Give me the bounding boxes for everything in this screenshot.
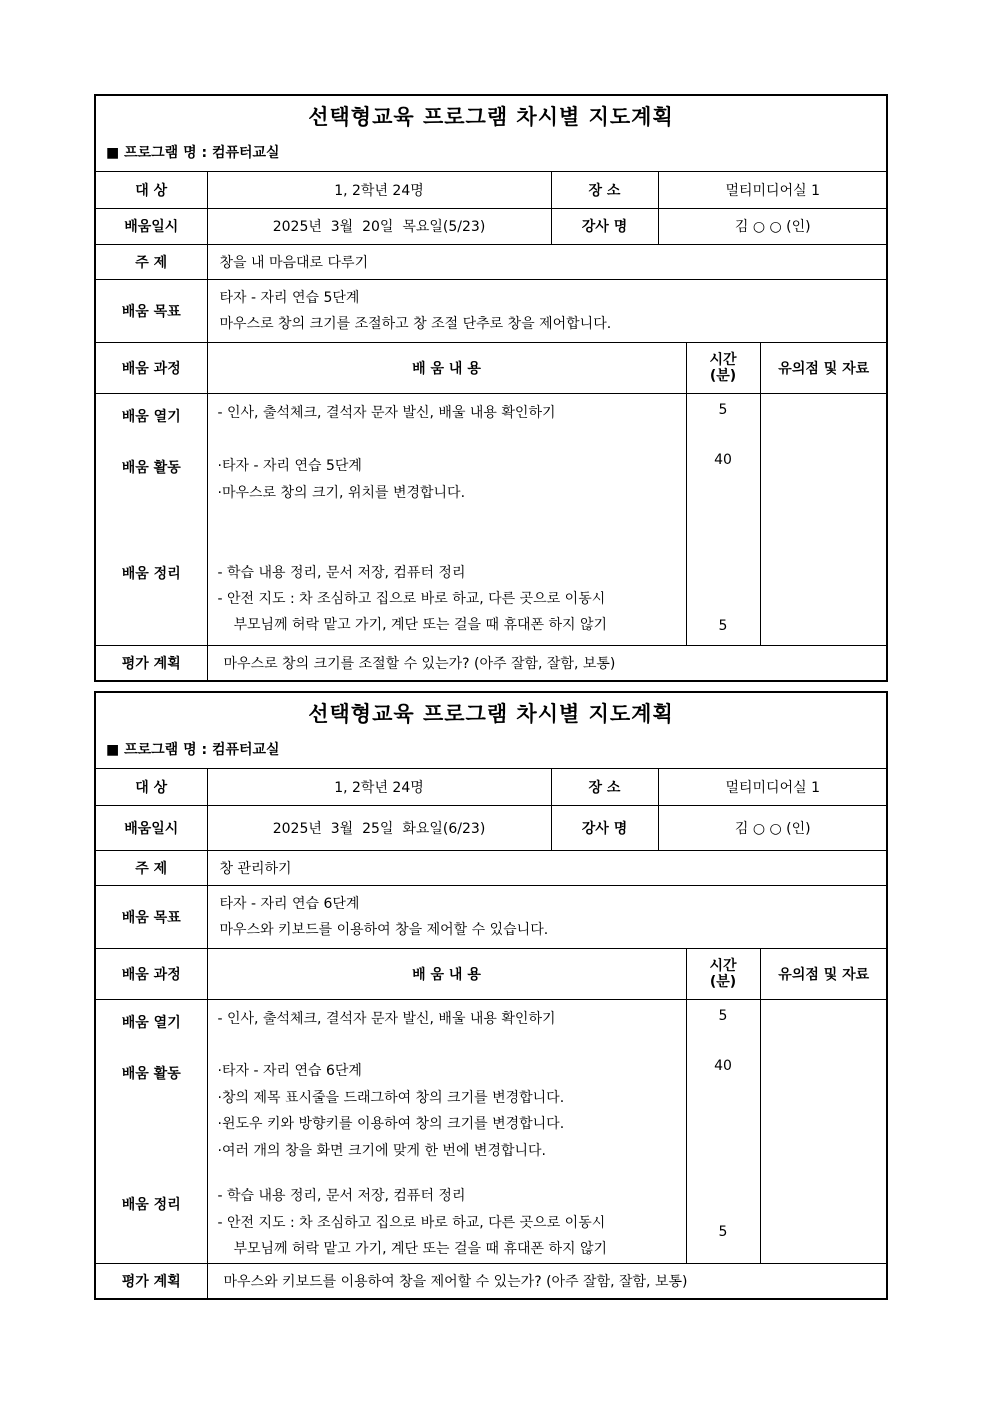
process-table [96,342,887,680]
goal-value [207,279,887,342]
content-line: ·여러 개의 창을 화면 크기에 맞게 한 번에 변경합니다. [217,1143,547,1159]
teacher-label: 강사 명 [551,805,658,850]
teacher-value: 김 ○ ○ (인) [658,208,887,244]
goal-line: 마우스로 창의 크기를 조절하고 창 조절 단추로 창을 제어합니다. [219,315,612,332]
date-value: 2025년 3월 25일 화요일(6/23) [207,805,551,850]
program-name: ■ 프로그램 명 : 컴퓨터교실 [96,735,886,769]
stage-activity: 배움 활동 [121,460,181,476]
place-value: 멀티미디어실 1 [658,769,887,805]
place-label: 장 소 [551,769,658,805]
content-line: 부모님께 허락 맡고 가기, 계단 또는 걸을 때 휴대폰 하지 않기 [233,1241,608,1257]
target-value: 1, 2학년 24명 [207,172,551,208]
content-line: - 안전 지도 : 차 조심하고 집으로 바로 하교, 다른 곳으로 이동시 [217,1215,606,1231]
stage-open: 배움 열기 [121,409,181,425]
notes-label: 유의점 및 자료 [760,949,887,1000]
notes-label: 유의점 및 자료 [760,343,887,394]
plan-title: 선택형교육 프로그램 차시별 지도계획 [308,702,674,726]
goal-label: 배움 목표 [96,885,207,948]
time-column [686,1000,760,1264]
content-line: - 인사, 출석체크, 결석자 문자 발신, 배울 내용 확인하기 [217,405,556,421]
stage-open: 배움 열기 [121,1015,181,1031]
lesson-plan-2 [94,691,888,1300]
topic-value: 창을 내 마음대로 다루기 [207,244,887,279]
target-label: 대 상 [96,769,207,805]
content-column [207,394,686,646]
content-line: ·창의 제목 표시줄을 드래그하여 창의 크기를 변경합니다. [217,1090,565,1106]
notes-column [760,394,887,646]
topic-label: 주 제 [96,850,207,885]
teacher-label: 강사 명 [551,208,658,244]
content-line: ·타자 - 자리 연습 6단계 [217,1063,362,1079]
plan-title: 선택형교육 프로그램 차시별 지도계획 [308,105,674,129]
content-line: - 학습 내용 정리, 문서 저장, 컴퓨터 정리 [217,1188,466,1204]
content-line: ·타자 - 자리 연습 5단계 [217,458,362,474]
time-activity: 40 [714,1058,732,1074]
eval-value: 마우스와 키보드를 이용하여 창을 제어할 수 있는가? (아주 잘함, 잘함, 보통) [207,1264,887,1298]
stage-column [96,394,207,646]
eval-label: 평가 계획 [96,1264,207,1298]
process-label: 배움 과정 [96,343,207,394]
goal-line: 타자 - 자리 연습 6단계 [219,895,360,912]
time-column [686,394,760,646]
target-value: 1, 2학년 24명 [207,769,551,805]
content-line: 부모님께 허락 맡고 가기, 계단 또는 걸을 때 휴대폰 하지 않기 [233,617,608,633]
time-activity: 40 [714,452,732,468]
eval-label: 평가 계획 [96,646,207,680]
topic-value: 창 관리하기 [207,850,887,885]
date-label: 배움일시 [96,805,207,850]
stage-activity: 배움 활동 [121,1066,181,1082]
content-label: 배 움 내 용 [207,949,686,1000]
place-value: 멀티미디어실 1 [658,172,887,208]
goal-label: 배움 목표 [96,279,207,342]
goal-value [207,885,887,948]
process-label: 배움 과정 [96,949,207,1000]
date-label: 배움일시 [96,208,207,244]
time-open: 5 [718,402,728,418]
plan-table [96,172,887,342]
content-line: - 인사, 출석체크, 결석자 문자 발신, 배울 내용 확인하기 [217,1011,556,1027]
plan-table [96,769,887,948]
teacher-value: 김 ○ ○ (인) [658,805,887,850]
time-close: 5 [718,618,728,634]
stage-close: 배움 정리 [121,566,181,582]
goal-line: 마우스와 키보드를 이용하여 창을 제어할 수 있습니다. [219,921,549,938]
time-label: 시간 (분) [686,343,760,394]
eval-value: 마우스로 창의 크기를 조절할 수 있는가? (아주 잘함, 잘함, 보통) [207,646,887,680]
time-close: 5 [718,1224,728,1240]
content-label: 배 움 내 용 [207,343,686,394]
content-line: - 학습 내용 정리, 문서 저장, 컴퓨터 정리 [217,565,466,581]
content-line: ·윈도우 키와 방향키를 이용하여 창의 크기를 변경합니다. [217,1116,565,1132]
content-column [207,1000,686,1264]
place-label: 장 소 [551,172,658,208]
stage-column [96,1000,207,1264]
time-open: 5 [718,1008,728,1024]
date-value: 2025년 3월 20일 목요일(5/23) [207,208,551,244]
goal-line: 타자 - 자리 연습 5단계 [219,289,360,306]
process-table [96,948,887,1298]
topic-label: 주 제 [96,244,207,279]
stage-close: 배움 정리 [121,1197,181,1213]
content-line: - 안전 지도 : 차 조심하고 집으로 바로 하교, 다른 곳으로 이동시 [217,591,606,607]
notes-column [760,1000,887,1264]
target-label: 대 상 [96,172,207,208]
content-line: ·마우스로 창의 크기, 위치를 변경합니다. [217,485,466,501]
time-label: 시간 (분) [686,949,760,1000]
lesson-plan-1 [94,94,888,682]
program-name: ■ 프로그램 명 : 컴퓨터교실 [96,138,886,172]
